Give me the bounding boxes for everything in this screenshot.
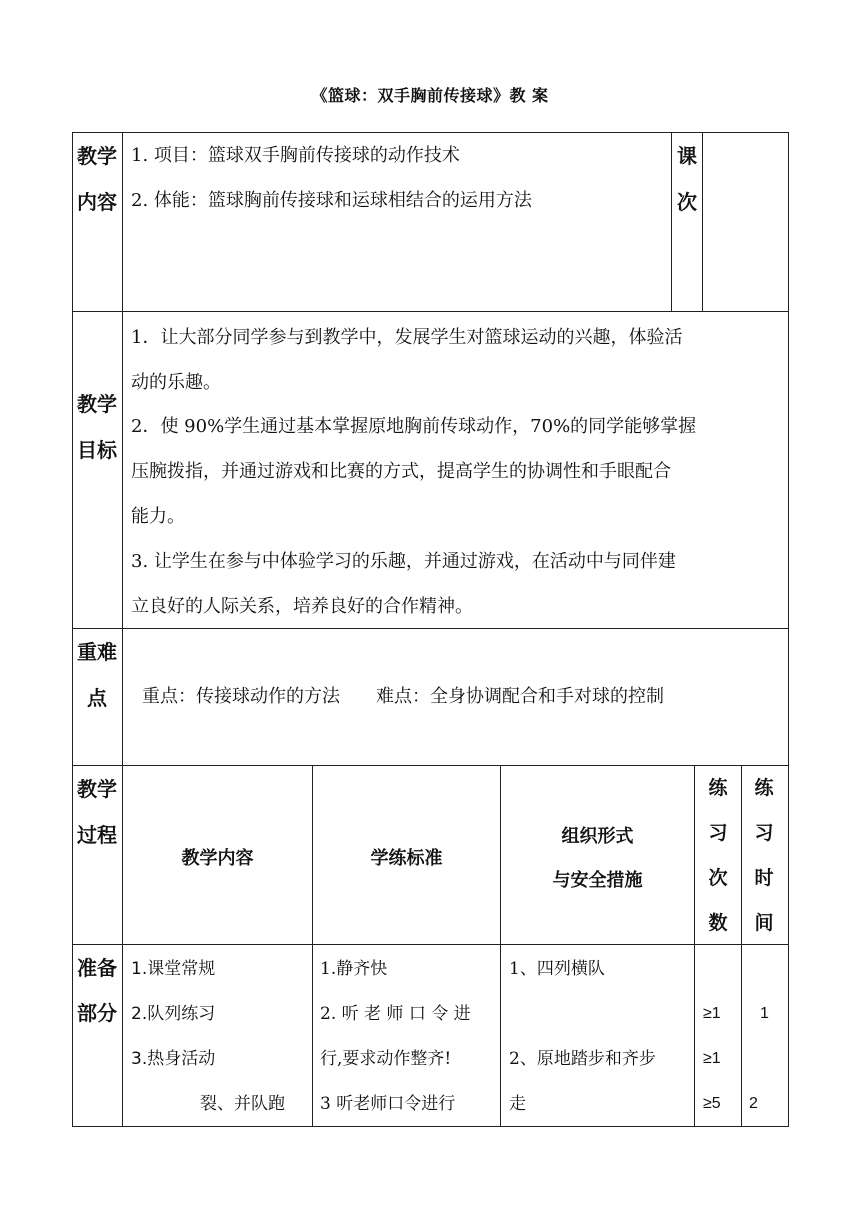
prep-content-1: 1.课堂常规 xyxy=(131,959,216,979)
goal-line-7: 立良好的人际关系，培养良好的合作精神。 xyxy=(131,596,473,617)
col-header-standard: 学练标准 xyxy=(370,848,443,869)
prep-standard-3: 行,要求动作整齐! xyxy=(320,1049,452,1069)
col-header-duration: 练习时间 xyxy=(754,777,774,934)
document-title: 《篮球：双手胸前传接球》教 案 xyxy=(311,86,549,105)
goal-line-4: 压腕拨指，并通过游戏和比赛的方式，提高学生的协调性和手眼配合 xyxy=(131,461,671,482)
content-line-1: 1. 项目：篮球双手胸前传接球的动作技术 xyxy=(131,145,460,166)
prep-section-label: 准备部分 xyxy=(77,956,117,1025)
goals-section-label: 教学目标 xyxy=(77,392,117,462)
prep-times-2: ≥1 xyxy=(703,1050,721,1067)
prep-content-4: 裂、并队跑 xyxy=(200,1094,285,1114)
prep-org-3: 走 xyxy=(509,1094,526,1114)
process-section-label: 教学过程 xyxy=(77,777,117,847)
goal-line-5: 能力。 xyxy=(131,506,185,527)
col-header-org-line2: 与安全措施 xyxy=(552,870,643,891)
prep-org-2: 2、原地踏步和齐步 xyxy=(509,1049,656,1069)
key-section-label: 重难点 xyxy=(77,640,117,710)
prep-duration-1: 1 xyxy=(760,1005,769,1022)
goal-line-1: 1．让大部分同学参与到教学中，发展学生对篮球运动的兴趣，体验活 xyxy=(131,327,683,348)
prep-content-2: 2.队列练习 xyxy=(131,1004,216,1024)
prep-times-1: ≥1 xyxy=(703,1005,721,1022)
content-line-2: 2. 体能：篮球胸前传接球和运球相结合的运用方法 xyxy=(131,190,532,211)
prep-standard-1: 1.静齐快 xyxy=(320,959,388,979)
col-header-content: 教学内容 xyxy=(181,848,254,869)
prep-standard-4: 3 听老师口令进行 xyxy=(320,1094,456,1114)
goal-line-6: 3. 让学生在参与中体验学习的乐趣，并通过游戏，在活动中与同伴建 xyxy=(131,551,676,572)
keci-label: 课次 xyxy=(677,144,697,214)
goal-line-3: 2．使 90%学生通过基本掌握原地胸前传球动作，70%的同学能够掌握 xyxy=(131,416,697,437)
col-header-times: 练习次数 xyxy=(708,777,728,934)
key-difficulty-text: 重点：传接球动作的方法 难点：全身协调配合和手对球的控制 xyxy=(142,686,664,707)
prep-standard-2: 2. 听 老 师 口 令 进 xyxy=(320,1004,471,1024)
prep-org-1: 1、四列横队 xyxy=(509,959,605,979)
prep-content-3: 3.热身活动 xyxy=(131,1049,216,1069)
col-header-org-line1: 组织形式 xyxy=(561,826,634,847)
goal-line-2: 动的乐趣。 xyxy=(131,372,221,393)
prep-times-3: ≥5 xyxy=(703,1095,721,1112)
prep-duration-2: 2 xyxy=(749,1095,758,1112)
content-section-label: 教学内容 xyxy=(77,144,117,214)
